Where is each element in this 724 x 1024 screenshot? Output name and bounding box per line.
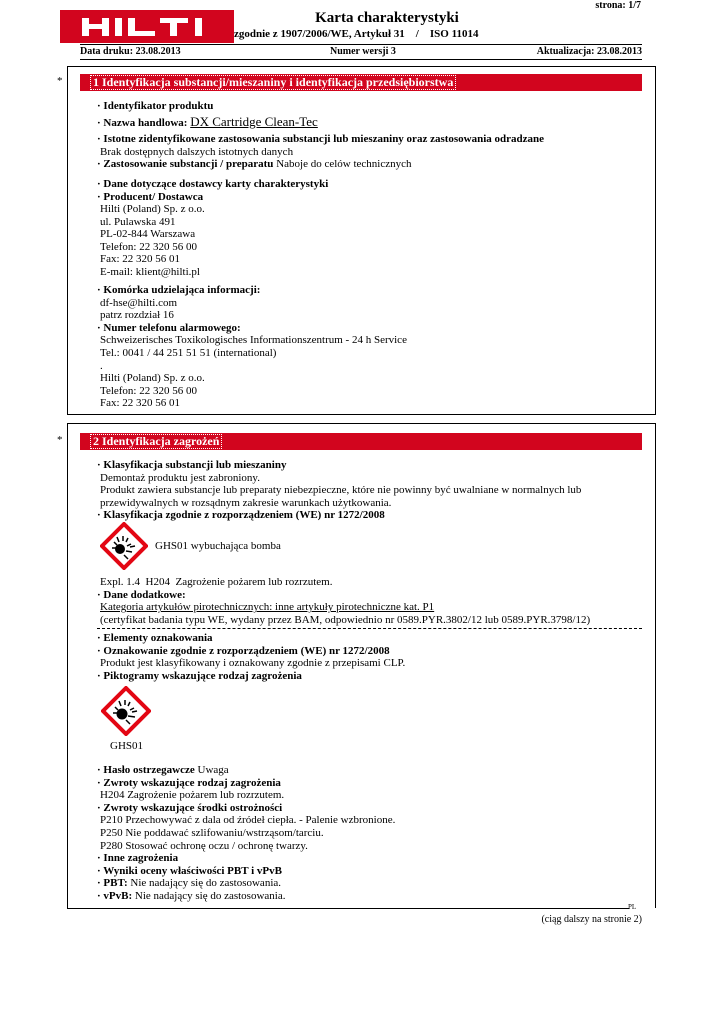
precaution-statement: P280 Stosować ochronę oczu / ochronę twarzy. — [100, 839, 308, 852]
identified-uses-value: Brak dostępnych dalszych istotnych danych — [100, 145, 294, 158]
ghs01-explosive-icon — [100, 522, 148, 570]
emergency-line: Fax: 22 320 56 01 — [100, 397, 181, 410]
clp-labelling-label: · Oznakowanie zgodnie z rozporządzeniem (WE) nr 1272/2008 — [97, 644, 390, 657]
producer-line: ul. Pulawska 491 — [100, 215, 176, 228]
ghs01-pictogram-icon — [101, 686, 151, 736]
section-2-heading: 2 Identyfikacja zagrożeń — [80, 433, 642, 450]
other-hazards-label: · Inne zagrożenia — [97, 852, 179, 865]
precaution-label: · Zwroty wskazujące środki ostrożności — [97, 801, 283, 814]
trade-name-row: · Nazwa handlowa: DX Cartridge Clean-Tec — [97, 114, 318, 129]
footer-divider — [67, 908, 629, 909]
clp-classification-label: · Klasyfikacja zgodnie z rozporządzeniem (WE) nr 1272/2008 — [97, 509, 385, 522]
info-contact-label: · Komórka udzielająca informacji: — [97, 284, 261, 296]
product-identifier-label: · Identyfikator produktu — [97, 100, 214, 112]
producer-email: E-mail: klient@hilti.pl — [100, 266, 200, 278]
emergency-line: . — [100, 359, 103, 372]
info-contact-line: patrz rozdział 16 — [100, 309, 174, 322]
supplier-label: · Dane dotyczące dostawcy karty charakterystyki — [97, 178, 329, 190]
continued-note: (ciąg dalszy na stronie 2) — [541, 914, 642, 925]
vpvb-row: · vPvB: Nie nadający się do zastosowania. — [97, 890, 286, 902]
info-contact-line: df-hse@hilti.com — [100, 296, 178, 309]
classification-label: · Klasyfikacja substancji lub mieszaniny — [97, 459, 287, 471]
emergency-line: Hilti (Poland) Sp. z o.o. — [100, 372, 205, 385]
classification-line: przewidywalnych w rozsądnym zakresie warunkach użytkowania. — [100, 496, 392, 509]
change-marker: * — [57, 434, 63, 446]
producer-line: Fax: 22 320 56 01 — [100, 253, 181, 266]
document-title: Karta charakterystyki — [315, 10, 459, 26]
clp-labelling-value: Produkt jest klasyfikowany i oznakowany zgodnie z przepisami CLP. — [100, 657, 406, 670]
emergency-line: Schweizerisches Toxikologisches Informationszentrum - 24 h Service — [100, 334, 407, 347]
pictogram-code: GHS01 — [110, 740, 144, 752]
page-number: strona: 1/7 — [595, 0, 641, 11]
emergency-line: Tel.: 0041 / 44 251 51 51 (international) — [100, 347, 277, 359]
expl-classification: Expl. 1.4 H204 Zagrożenie pożarem lub rozrzutem. — [100, 576, 333, 588]
change-marker: * — [57, 75, 63, 87]
producer-line: Hilti (Poland) Sp. z o.o. — [100, 203, 205, 215]
application-row: · Zastosowanie substancji / preparatu Naboje do celów technicznych — [97, 158, 412, 170]
section-divider — [97, 628, 642, 629]
pictograms-label: · Piktogramy wskazujące rodzaj zagrożenia — [97, 669, 302, 682]
precaution-statement: P250 Nie poddawać szlifowaniu/wstrząsom/tarciu. — [100, 827, 324, 839]
certificate-line: (certyfikat badania typu WE, wydany przez BAM, odpowiednio nr 0589.PYR.3802/12 lub 0589.PYR.3798/12) — [100, 613, 591, 626]
precaution-statement: P210 Przechowywać z dala od źródeł ciepła. - Palenie wzbronione. — [100, 814, 396, 827]
emergency-label: · Numer telefonu alarmowego: — [97, 321, 241, 334]
ghs01-caption: GHS01 wybuchająca bomba — [155, 540, 281, 552]
document-subtitle: zgodnie z 1907/2006/WE, Artykuł 31 / ISO 11014 — [234, 28, 479, 40]
print-date: Data druku: 23.08.2013 — [80, 46, 181, 57]
hazard-statement: H204 Zagrożenie pożarem lub rozrzutem. — [100, 789, 285, 802]
emergency-line: Telefon: 22 320 56 00 — [100, 384, 197, 397]
pbt-assessment-label: · Wyniki oceny właściwości PBT i vPvB — [97, 864, 282, 877]
identified-uses-label: · Istotne zidentyfikowane zastosowania substancji lub mieszaniny oraz zastosowania odradzane — [97, 133, 545, 145]
classification-line: Demontaż produktu jest zabroniony. — [100, 471, 260, 484]
producer-label: · Producent/ Dostawca — [97, 190, 204, 203]
header-divider — [80, 44, 642, 45]
update-date: Aktualizacja: 23.08.2013 — [536, 46, 642, 57]
header-divider-bottom — [80, 59, 642, 60]
version-number: Numer wersji 3 — [330, 46, 396, 57]
additional-data-label: · Dane dodatkowe: — [97, 588, 186, 601]
pbt-row: · PBT: Nie nadający się do zastosowania. — [97, 877, 282, 890]
section-1-heading: 1 Identyfikacja substancji/mieszaniny i identyfikacja przedsiębiorstwa — [80, 74, 642, 91]
signal-word-row: · Hasło ostrzegawcze Uwaga — [97, 764, 229, 776]
label-elements-label: · Elementy oznakowania — [97, 632, 213, 644]
producer-line: PL-02-844 Warszawa — [100, 228, 196, 241]
classification-line: Produkt zawiera substancje lub preparaty niebezpieczne, które nie powinny być uwalniane w normalnych lub — [100, 484, 582, 497]
trade-name: DX Cartridge Clean-Tec — [190, 114, 318, 129]
hazard-statements-label: · Zwroty wskazujące rodzaj zagrożenia — [97, 776, 281, 789]
language-code: PL — [628, 903, 637, 911]
pyrotechnic-category: Kategoria artykułów pirotechnicznych: inne artykuły pirotechniczne kat. P1 — [100, 601, 435, 614]
producer-line: Telefon: 22 320 56 00 — [100, 240, 197, 253]
